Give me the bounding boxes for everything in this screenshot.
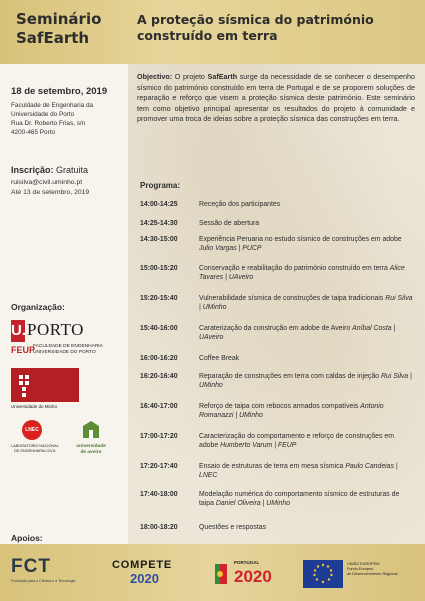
portugal2020-logo (215, 560, 295, 592)
program-description (199, 402, 415, 420)
session-title: Conservação e reabilitação do património construído em terra (199, 265, 388, 272)
session-speaker: Paulo Candeias | LNEC (199, 463, 398, 480)
session-speaker: Humberto Varum | FEUP (220, 442, 297, 450)
program-time: 17:00-17:20 (140, 433, 178, 440)
program-description (199, 372, 415, 390)
project-name: SafEarth (207, 72, 238, 81)
lnec-mark: LNEC (22, 420, 42, 440)
portugal-flag-icon (215, 564, 227, 584)
eu-line: UNIÃO EUROPEIA (347, 562, 380, 566)
session-title: Sessão de abertura (199, 220, 260, 227)
program-description (199, 200, 415, 209)
uaveiro-caption-line: de aveiro (80, 449, 102, 455)
program-time: 18:00-18:20 (140, 524, 178, 531)
venue-address (11, 101, 129, 137)
session-speaker: Antonio Romanazzi | UMinho (199, 403, 384, 420)
session-speaker: Rui Silva | UMinho (199, 373, 412, 390)
portugal-label: PORTUGAL (234, 560, 260, 565)
session-title: Receção dos participantes (199, 201, 281, 208)
uaveiro-logo (66, 420, 116, 465)
program-description (199, 354, 415, 363)
uporto-feup-logo (11, 320, 129, 358)
eu-fund-logo (303, 560, 423, 592)
program-description (199, 324, 415, 342)
registration-details (11, 178, 129, 198)
title-line-1: Seminário (16, 10, 102, 28)
uminho-emblem-icon (11, 368, 79, 402)
feup-name-line: UNIVERSIDADE DO PORTO (33, 350, 96, 355)
objective-label: Objectivo: (137, 72, 173, 81)
venue-line: Faculdade de Engenharia da (11, 102, 94, 109)
program-description (199, 294, 415, 312)
compete-year: 2020 (130, 571, 159, 586)
registration-email[interactable]: ruisilva@civil.uminho.pt (11, 179, 83, 186)
session-title: Experiência Peruana no estudo sísmico de construções em adobe (199, 236, 402, 243)
objective-text: O projeto (172, 72, 208, 81)
program-time: 16:40-17:00 (140, 403, 178, 410)
program-description (199, 523, 415, 532)
uaveiro-emblem-icon (81, 420, 101, 440)
portugal-year: 2020 (234, 567, 272, 586)
session-title: Caracterização do comportamento e reforço de construções em adobe (199, 433, 394, 450)
uminho-logo (11, 368, 79, 412)
objective-text: surge da necessidade de se conhecer o desempenho sísmico do património construído em terra de Portugal e de se proporem soluções de reparação e reforço que visem a proteção sísmica deste património. Este seminário tem como objetivo principal apresentar os resultados do projeto à comunidade e promover uma troca de ideias sobre a proteção sísmica das construções em terra. (137, 72, 415, 124)
support-heading: Apoios: (11, 533, 43, 543)
program-description (199, 219, 415, 228)
uminho-caption: Universidade do Minho (11, 404, 58, 409)
session-title: Vulnerabilidade sísmica de construções de taipa tradicionais (199, 295, 384, 302)
program-time: 14:00-14:25 (140, 201, 178, 208)
uporto-mark: U. (11, 320, 25, 342)
session-title: Questões e respostas (199, 524, 267, 531)
session-title: Reparação de construções em terra com caldas de injeção (199, 373, 380, 380)
venue-line: 4200-465 Porto (11, 129, 56, 136)
program-description (199, 432, 415, 450)
session-title: Caraterização da construção em adobe de Aveiro (199, 325, 351, 332)
venue-line: Universidade do Porto (11, 111, 75, 118)
fct-subtitle: Fundação para a Ciência e a Tecnologia (11, 579, 76, 583)
registration-heading (11, 165, 129, 175)
program-time: 16:20-16:40 (140, 373, 178, 380)
fct-logo (11, 556, 75, 583)
program-time: 15:20-15:40 (140, 295, 178, 302)
program-time: 15:00-15:20 (140, 265, 178, 272)
session-speaker: Alice Tavares | UAveiro (199, 265, 405, 282)
program-time: 16:00-16:20 (140, 355, 178, 362)
program-time: 14:25-14:30 (140, 220, 178, 227)
session-title: Coffee Break (199, 355, 240, 362)
uaveiro-caption (66, 444, 116, 455)
title-line-2: SafEarth (16, 29, 90, 47)
compete-logo (112, 559, 172, 586)
program-heading: Programa: (140, 181, 181, 190)
eu-line: Fundo Europeu (347, 567, 374, 571)
registration-deadline: Até 13 de setembro, 2019 (11, 189, 90, 196)
lnec-logo (11, 420, 61, 465)
event-date: 18 de setembro, 2019 (11, 86, 108, 97)
organization-heading: Organização: (11, 302, 65, 312)
program-time: 17:20-17:40 (140, 463, 178, 470)
subtitle-line-2: construído em terra (137, 28, 278, 43)
session-speaker: Rui Silva | UMinho (199, 295, 413, 312)
program-description (199, 490, 415, 508)
registration-value: Gratuita (56, 165, 89, 175)
feup-name-line: FACULDADE DE ENGENHARIA (33, 344, 103, 349)
program-time: 14:30-15:00 (140, 236, 178, 243)
program-description (199, 462, 415, 480)
seminar-subtitle (137, 12, 417, 44)
eu-flag-icon (303, 560, 343, 588)
eu-line: de Desenvolvimento Regional (347, 572, 398, 576)
session-speaker: Daniel Oliveira | UMinho (215, 500, 291, 508)
venue-line: Rua Dr. Roberto Frias, s/n (11, 120, 86, 127)
program-time: 15:40-16:00 (140, 325, 178, 332)
registration-label: Inscrição: (11, 165, 54, 175)
session-speaker: Aníbal Costa | UAveiro (199, 325, 396, 342)
session-title: Reforço de taipa com rebocos armados compatíveis (199, 403, 359, 410)
feup-name (33, 344, 133, 356)
seminar-title (16, 10, 126, 48)
session-title: Ensaio de estruturas de terra em mesa sísmica (199, 463, 344, 470)
subtitle-line-1: A proteção sísmica do património (137, 12, 374, 27)
session-speaker: Julio Vargas | PUCP (199, 245, 262, 253)
feup-word: FEUP (11, 345, 36, 355)
compete-word: COMPETE (112, 559, 172, 571)
fct-word: FCT (11, 556, 51, 577)
program-description (199, 235, 415, 253)
lnec-caption: LABORATÓRIO NACIONAL DE ENGENHARIA CIVIL (11, 444, 59, 453)
uaveiro-caption-line: universidade (76, 444, 106, 449)
program-time: 17:40-18:00 (140, 491, 178, 498)
eu-fund-text (347, 562, 422, 577)
uporto-word: PORTO (27, 320, 84, 339)
program-description (199, 264, 415, 282)
objective-paragraph (137, 72, 415, 125)
session-title: Modelação numérica do comportamento sísmico de estruturas de taipa (199, 491, 400, 508)
